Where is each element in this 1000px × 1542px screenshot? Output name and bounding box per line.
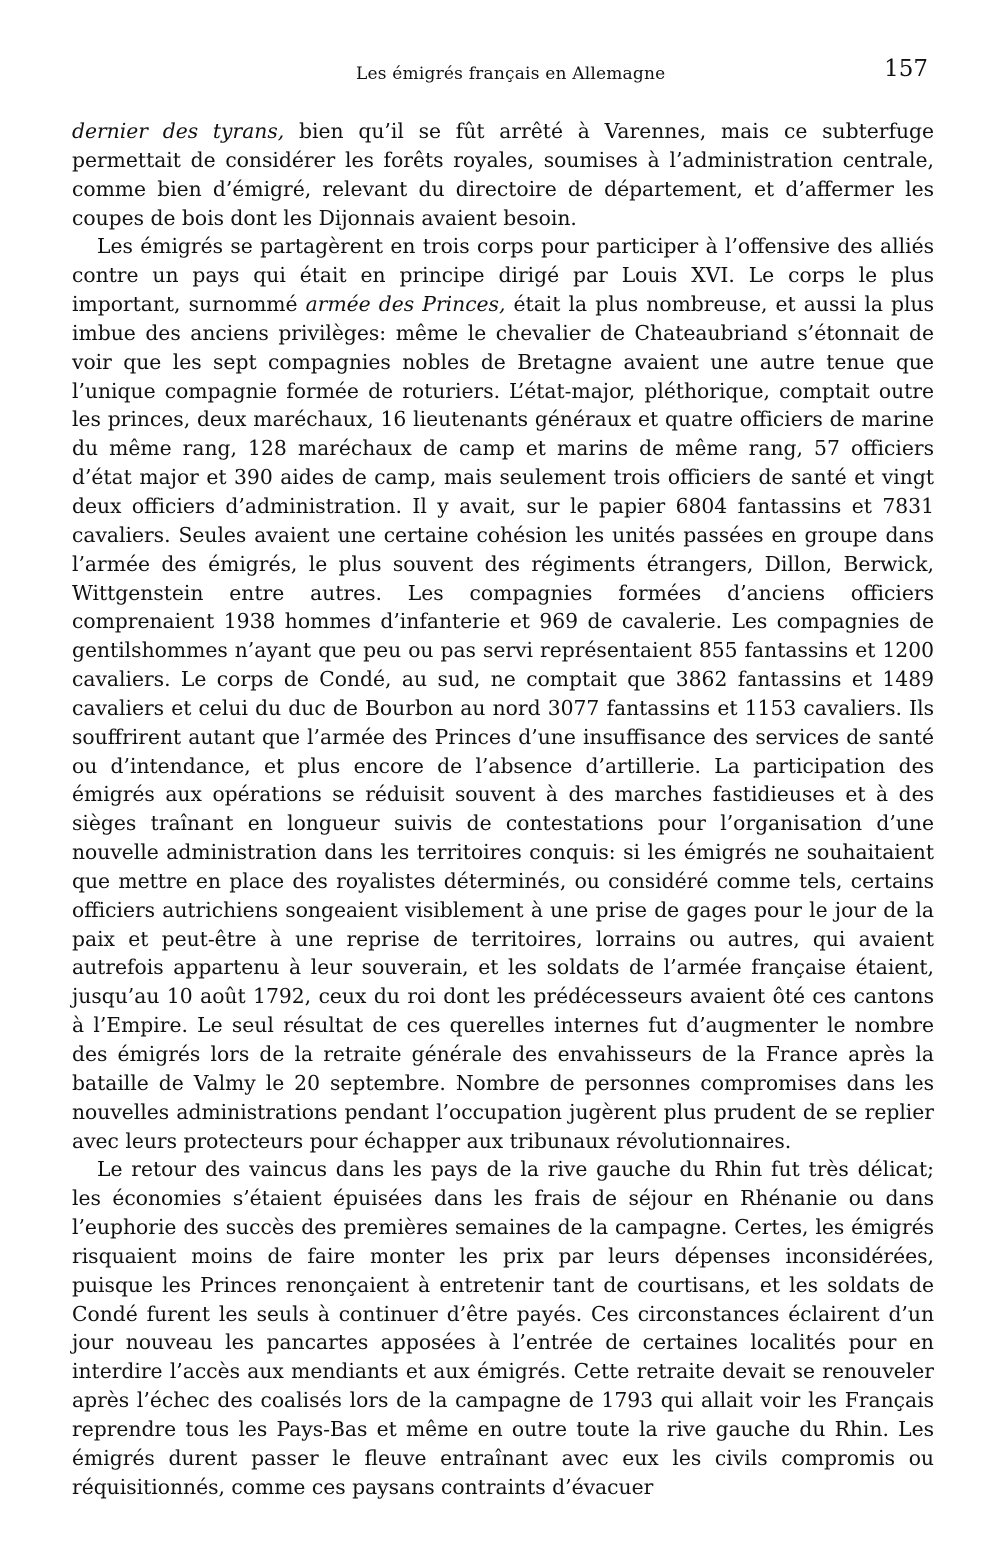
page-number: 157 xyxy=(884,56,928,82)
running-head-title: Les émigrés français en Allemagne xyxy=(356,64,666,84)
paragraph-1-italic-lead: dernier des tyrans, xyxy=(72,119,285,143)
paragraph-2-text-after: était la plus nombreuse, et aussi la plus imbue des anciens privilèges: même le chevalier de Chateaubriand s’étonnait de voir que les sept compagnies nobles de Bretagne avaient une autre tenue que l’unique compagnie formée de roturiers. L’état-major, pléthorique, comptait outre les princes, deux maréchaux, 16 lieutenants généraux et quatre officiers de marine du même rang, 128 maréchaux de camp et marins de même rang, 57 officiers d’état major et 390 aides de camp, mais seulement trois officiers de santé et vingt deux officiers d’administration. Il y avait, sur le papier 6804 fantassins et 7831 cavaliers. Seules avaient une certaine cohésion les unités passées en groupe dans l’armée des émigrés, le plus souvent des régiments étrangers, Dillon, Berwick, Wittgenstein entre autres. Les compagnies formées d’anciens officiers comprenaient 1938 hommes d’infanterie et 969 de cavalerie. Les compagnies de gentilshommes n’ayant que peu ou pas servi représentaient 855 fantassins et 1200 cavaliers. Le corps de Condé, au sud, ne comptait que 3862 fantassins et 1489 cavaliers et celui du duc de Bourbon au nord 3077 fantassins et 1153 cavaliers. Ils souffrirent autant que l’armée des Princes d’une insuffisance des services de santé ou d’intendance, et plus encore de l’absence d’artillerie. La participation des émigrés aux opérations se réduisit souvent à des marches fastidieuses et à des sièges traînant en longueur suivis de contestations pour l’organisation d’une nouvelle administration dans les territoires conquis: si les émigrés ne souhaitaient que mettre en place des royalistes déterminés, ou considéré comme tels, certains officiers autrichiens songeaient visiblement à une prise de gages pour le jour de la paix et peut-être à une reprise de territoires, lorrains ou autres, qui avaient autrefois appartenu à leur souverain, et les soldats de l’armée française étaient, jusqu’au 10 août 1792, ceux du roi dont les prédécesseurs avaient ôté ces cantons à l’Empire. Le seul résultat de ces querelles internes fut d’augmenter le nombre des émigrés lors de la retraite générale des envahisseurs de la France après la bataille de Valmy le 20 septembre. Nombre de personnes compromises dans les nouvelles administrations pendant l’occupation jugèrent plus prudent de se replier avec leurs protecteurs pour échapper aux tribunaux révolutionnaires. xyxy=(72,292,934,1153)
body-text xyxy=(72,117,934,1502)
paragraph-1-text: bien qu’il se fût arrêté à Varennes, mais ce subterfuge permettait de considérer les forêts royales, soumises à l’administration centrale, comme bien d’émigré, relevant du directoire de département, et d’affermer les coupes de bois dont les Dijonnais avaient besoin. xyxy=(72,119,934,230)
paragraph-3-text: Le retour des vaincus dans les pays de la rive gauche du Rhin fut très délicat; les économies s’étaient épuisées dans les frais de séjour en Rhénanie ou dans l’euphorie des succès des premières semaines de la campagne. Certes, les émigrés risquaient moins de faire monter les prix par leurs dépenses inconsidérées, puisque les Princes renonçaient à entretenir tant de courtisans, et les soldats de Condé furent les seuls à continuer d’être payés. Ces circonstances éclairent d’un jour nouveau les pancartes apposées à l’entrée de certaines localités pour en interdire l’accès aux mendiants et aux émigrés. Cette retraite devait se renouveler après l’échec des coalisés lors de la campagne de 1793 qui allait voir les Français reprendre tous les Pays-Bas et même en outre toute la rive gauche du Rhin. Les émigrés durent passer le fleuve entraînant avec eux les civils compromis ou réquisitionnés, comme ces paysans contraints d’évacuer xyxy=(72,1157,934,1499)
paragraph-2 xyxy=(72,232,934,1155)
paragraph-2-italic: armée des Princes, xyxy=(305,292,506,317)
paragraph-3 xyxy=(72,1155,934,1501)
paragraph-2-text-before: Les émigrés se partagèrent en trois corps pour participer à l’offensive des alliés contre un pays qui était en principe dirigé par Louis XVI. Le corps le plus important, surnommé xyxy=(72,234,934,317)
paragraph-1 xyxy=(72,117,934,232)
